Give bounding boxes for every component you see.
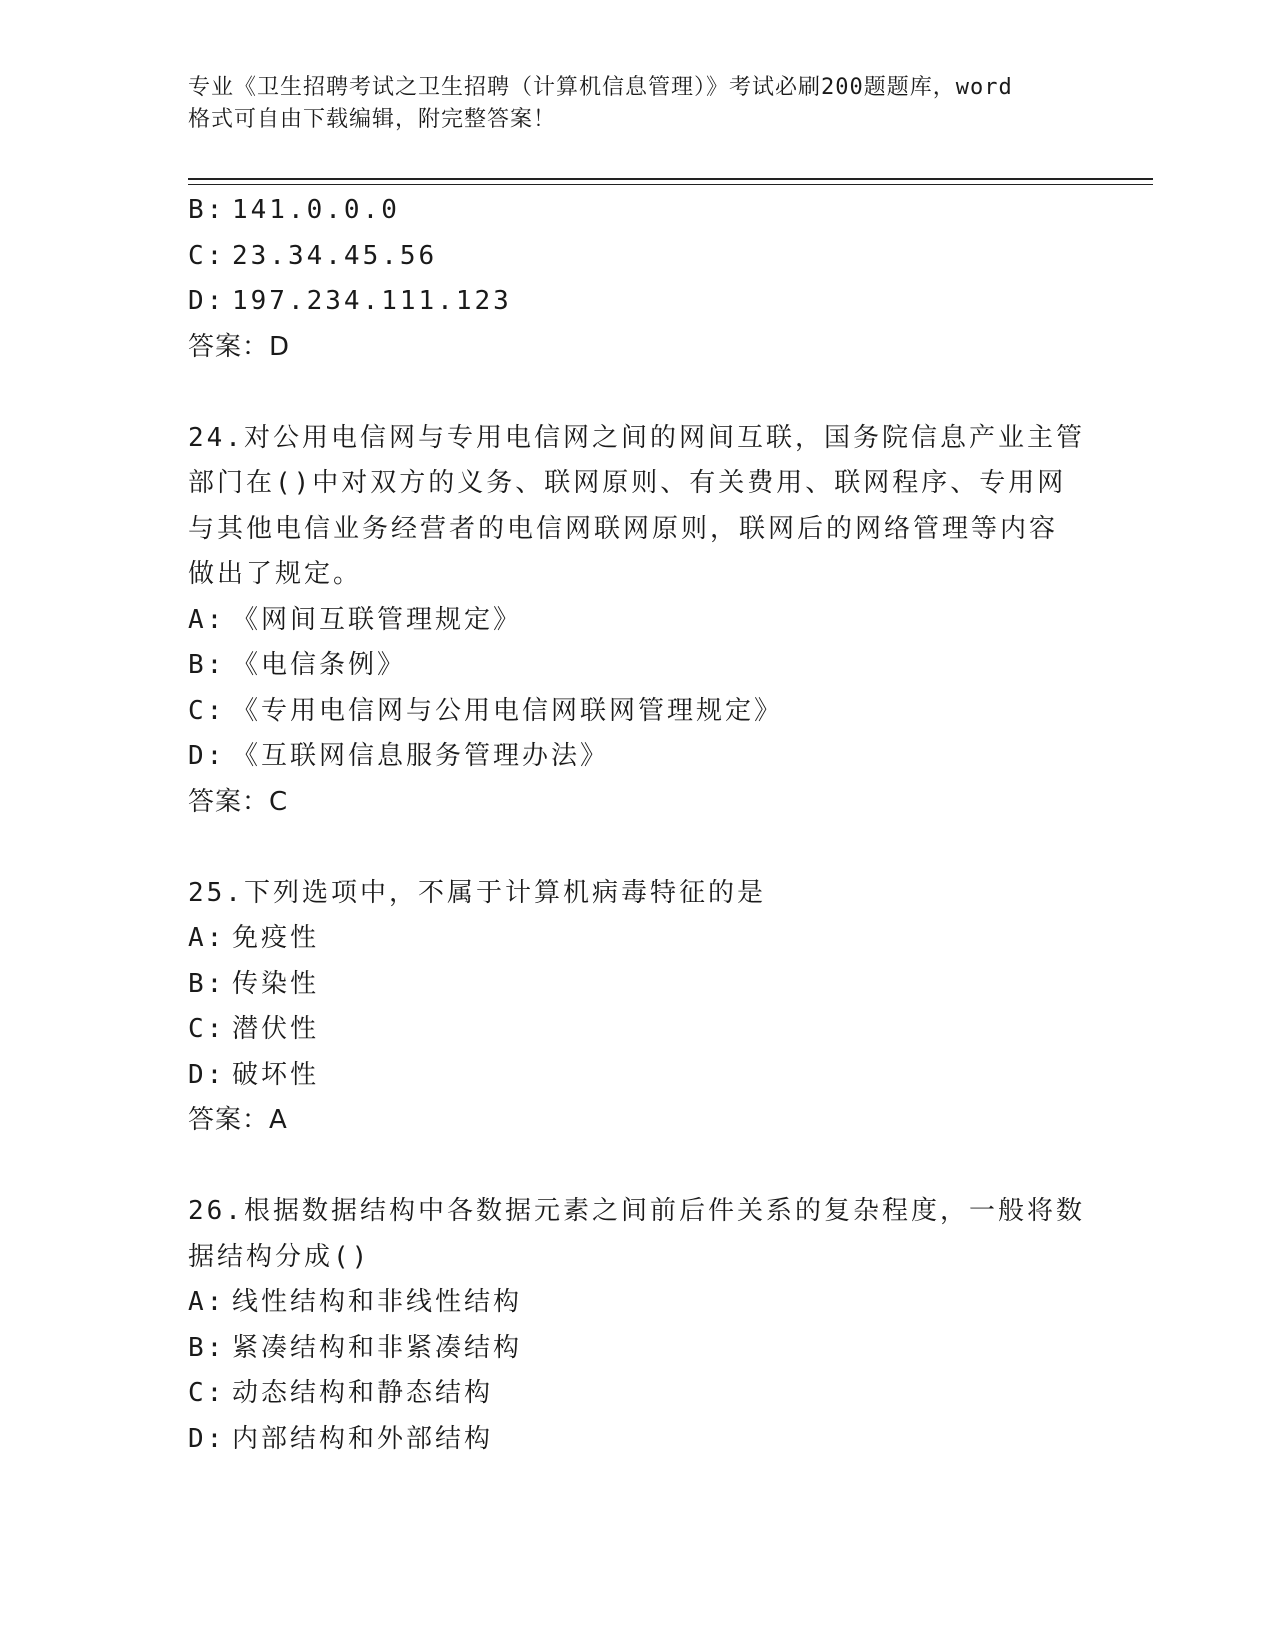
option-b	[188, 188, 1088, 234]
option-letter: C:	[188, 1014, 226, 1044]
answer-line: 答案：C	[188, 786, 289, 817]
option-text: 《网间互联管理规定》	[232, 604, 523, 635]
question-text-line: 据结构分成()	[188, 1241, 371, 1272]
question-text-line: 26.根据数据结构中各数据元素之间前后件关系的复杂程度，一般将数	[188, 1196, 1085, 1226]
option-letter: D:	[188, 286, 226, 316]
question-content	[188, 188, 1088, 1462]
option-text: 潜伏性	[232, 1014, 320, 1044]
option-text: 破坏性	[232, 1059, 320, 1090]
question-text-line: 部门在()中对双方的义务、联网原则、有关费用、联网程序、专用网	[188, 468, 1067, 498]
option-letter: D:	[188, 1423, 226, 1454]
header-divider-thin	[188, 184, 1153, 185]
option-text: 《电信条例》	[232, 650, 407, 680]
option-letter: B:	[188, 195, 226, 225]
option-text: 内部结构和外部结构	[232, 1423, 494, 1454]
option-text: 动态结构和静态结构	[232, 1378, 494, 1408]
spacer	[188, 1144, 1088, 1190]
option-d	[188, 1417, 1088, 1463]
question-text-line: 25.下列选项中，不属于计算机病毒特征的是	[188, 877, 766, 908]
option-text: 《专用电信网与公用电信网联网管理规定》	[232, 695, 784, 726]
header-divider-thick	[188, 178, 1153, 180]
question-text-line: 与其他电信业务经营者的电信网联网原则，联网后的网络管理等内容	[188, 513, 1059, 544]
header-line-2: 格式可自由下载编辑，附完整答案！	[188, 107, 557, 132]
question-text-line: 24.对公用电信网与专用电信网之间的网间互联，国务院信息产业主管	[188, 422, 1085, 453]
option-text: 线性结构和非线性结构	[232, 1287, 523, 1317]
option-c	[188, 1007, 1088, 1053]
question-24	[188, 416, 1088, 826]
document-header	[188, 72, 1088, 136]
option-text: 紧凑结构和非紧凑结构	[232, 1332, 523, 1363]
option-letter: A:	[188, 604, 226, 635]
option-text: 传染性	[232, 968, 320, 999]
spacer	[188, 370, 1088, 416]
option-d	[188, 1053, 1088, 1099]
header-line-1: 专业《卫生招聘考试之卫生招聘（计算机信息管理）》考试必刷200题题库，word	[188, 75, 1013, 100]
question-text-line: 做出了规定。	[188, 559, 363, 589]
option-b	[188, 1326, 1088, 1372]
option-a	[188, 1280, 1088, 1326]
option-d	[188, 734, 1088, 780]
option-text: 141.0.0.0	[232, 195, 400, 225]
option-letter: D:	[188, 741, 226, 771]
option-letter: B:	[188, 968, 226, 999]
option-text: 197.234.111.123	[232, 286, 512, 316]
option-c	[188, 689, 1088, 735]
question-25	[188, 871, 1088, 1144]
option-letter: B:	[188, 650, 226, 680]
option-text: 23.34.45.56	[232, 240, 438, 271]
answer-line: 答案：A	[188, 1105, 288, 1135]
option-letter: C:	[188, 695, 226, 726]
option-letter: D:	[188, 1059, 226, 1090]
answer-line: 答案：D	[188, 331, 291, 362]
option-a	[188, 598, 1088, 644]
option-letter: C:	[188, 240, 226, 271]
option-b	[188, 962, 1088, 1008]
spacer	[188, 825, 1088, 871]
option-b	[188, 643, 1088, 689]
option-c	[188, 1371, 1088, 1417]
option-letter: A:	[188, 923, 226, 953]
option-letter: B:	[188, 1332, 226, 1363]
option-text: 免疫性	[232, 923, 320, 953]
option-a	[188, 916, 1088, 962]
option-text: 《互联网信息服务管理办法》	[232, 741, 610, 771]
option-letter: C:	[188, 1378, 226, 1408]
question-26	[188, 1189, 1088, 1462]
option-d	[188, 279, 1088, 325]
option-c	[188, 234, 1088, 280]
prev-question-block	[188, 188, 1088, 370]
option-letter: A:	[188, 1287, 226, 1317]
